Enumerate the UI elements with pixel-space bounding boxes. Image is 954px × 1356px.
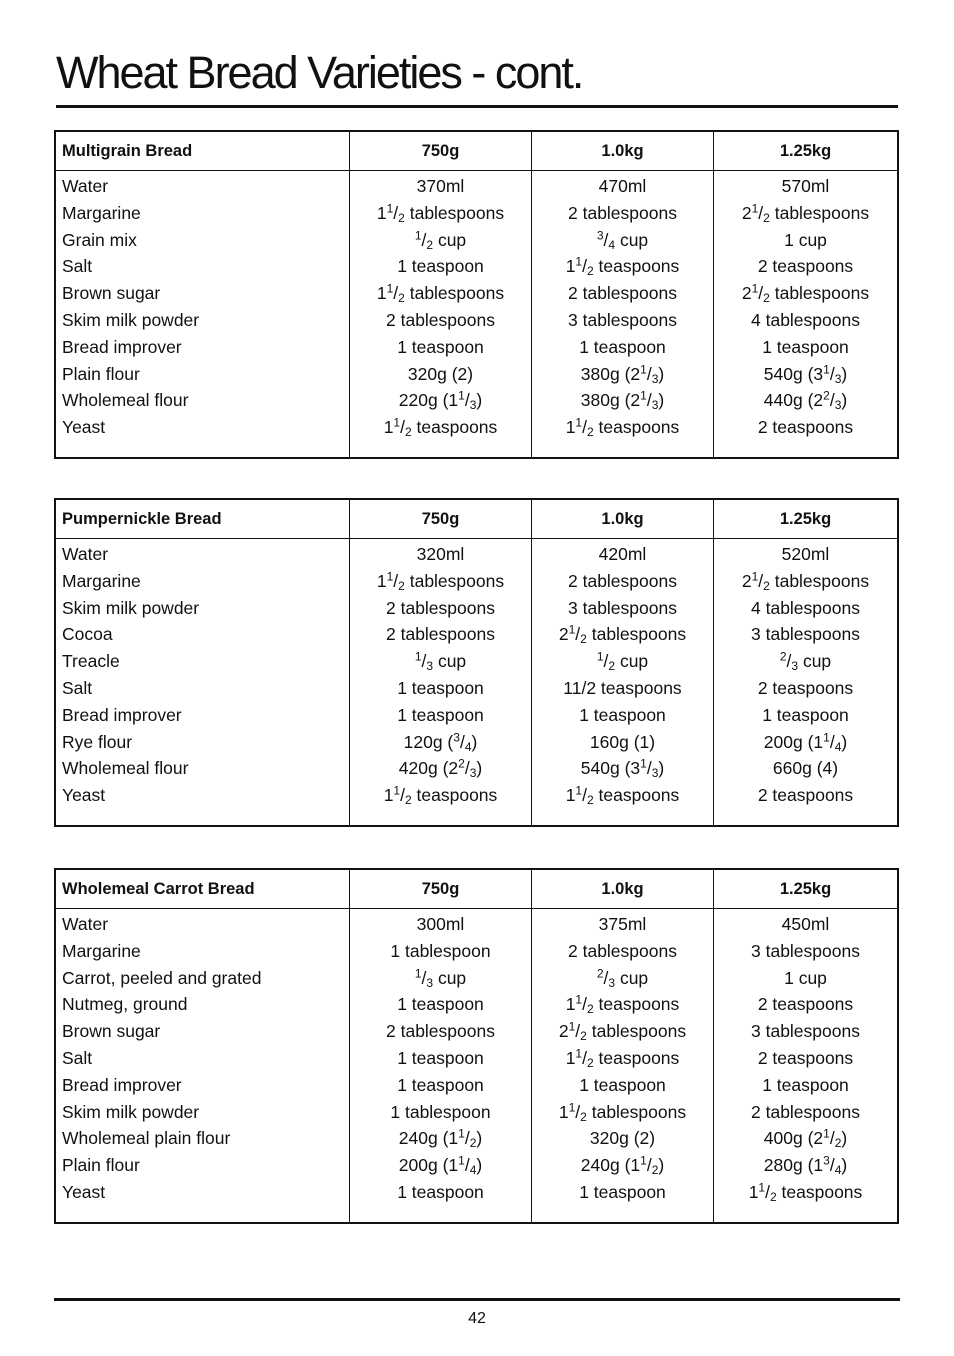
ingredient-column <box>56 171 350 457</box>
quantity-cell: 2 tablespoons <box>568 940 677 961</box>
ingredient-name: Cocoa <box>62 624 113 645</box>
quantity-cell: $2^1/_2$ tablespoons <box>741 281 870 306</box>
quantity-cell: 1 teaspoon <box>397 1074 484 1095</box>
quantity-cell: 400g $(2^1/_2)$ <box>763 1126 848 1151</box>
quantity-cell: 2 teaspoons <box>757 417 854 438</box>
ingredient-name: Salt <box>62 677 93 698</box>
quantity-column <box>532 909 714 1222</box>
ingredient-column <box>56 909 350 1222</box>
ingredient-name: Water <box>62 914 109 934</box>
quantity-cell: 3 tablespoons <box>568 597 677 618</box>
ingredient-name: Skim milk powder <box>62 1101 200 1122</box>
ingredient-name: Grain mix <box>62 229 137 250</box>
quantity-cell: 1 teaspoon <box>762 704 849 725</box>
ingredient-name: Yeast <box>62 1181 106 1202</box>
quantity-cell: 240g $(1^1/_2)$ <box>398 1126 483 1151</box>
quantity-cell: 470ml <box>598 176 647 196</box>
quantity-cell: $^1/_3$ cup <box>414 649 467 674</box>
ingredient-name: Bread improver <box>62 704 182 725</box>
quantity-cell: 220g $(1^1/_3)$ <box>398 388 483 413</box>
quantity-cell: 2 teaspoons <box>757 677 854 698</box>
ingredient-name: Wholemeal flour <box>62 390 189 411</box>
ingredient-name: Water <box>62 544 109 564</box>
quantity-cell: 660g (4) <box>772 758 839 779</box>
quantity-cell: 2 tablespoons <box>568 283 677 304</box>
ingredient-name: Bread improver <box>62 336 182 357</box>
ingredient-name: Salt <box>62 1047 93 1068</box>
ingredient-name: Skim milk powder <box>62 597 200 618</box>
quantity-cell: 11/2 teaspoons <box>563 677 682 698</box>
quantity-cell: 2 tablespoons <box>568 202 677 223</box>
quantity-cell: 540g $(3^1/_3)$ <box>763 361 848 386</box>
quantity-cell: 380g $(2^1/_3)$ <box>580 388 665 413</box>
quantity-cell: 200g $(1^1/_4)$ <box>763 729 848 754</box>
quantity-cell: 1 teaspoon <box>397 1181 484 1202</box>
quantity-column <box>714 539 897 825</box>
quantity-cell: $^2/_3$ cup <box>779 649 832 674</box>
quantity-cell: 1 teaspoon <box>397 994 484 1015</box>
table-body <box>56 171 897 457</box>
quantity-cell: 2 tablespoons <box>386 624 495 645</box>
footer-rule <box>54 1298 900 1301</box>
ingredient-name: Wholemeal plain flour <box>62 1128 231 1149</box>
size-header: 750g <box>350 870 532 908</box>
quantity-cell: $^1/_2$ cup <box>596 649 649 674</box>
table-header <box>56 870 897 909</box>
quantity-cell: $1^1/_2$ teaspoons <box>565 783 680 808</box>
quantity-cell: 300ml <box>416 914 465 934</box>
size-header: 1.25kg <box>779 142 832 160</box>
quantity-cell: 2 tablespoons <box>568 570 677 591</box>
quantity-cell: $^3/_4$ cup <box>596 228 649 252</box>
quantity-cell: 1 teaspoon <box>397 336 484 357</box>
ingredient-name: Skim milk powder <box>62 309 200 330</box>
ingredient-name: Yeast <box>62 417 106 438</box>
quantity-cell: 1 teaspoon <box>397 677 484 698</box>
recipe-table-pumpernickle <box>54 498 899 827</box>
ingredient-name: Margarine <box>62 940 141 961</box>
quantity-cell: $1^1/_2$ tablespoons <box>558 1099 687 1124</box>
quantity-cell: $1^1/_2$ tablespoons <box>376 569 505 593</box>
ingredient-name: Plain flour <box>62 363 140 384</box>
quantity-cell: 450ml <box>781 914 830 934</box>
quantity-cell: 320ml <box>416 544 465 564</box>
ingredient-name: Brown sugar <box>62 1021 161 1042</box>
quantity-cell: 375ml <box>598 914 647 934</box>
recipe-name: Pumpernickle Bread <box>56 500 350 538</box>
quantity-cell: 4 tablespoons <box>751 309 860 330</box>
quantity-cell: 440g $(2^2/_3)$ <box>763 388 848 413</box>
quantity-cell: 2 teaspoons <box>757 994 854 1015</box>
quantity-cell: 1 teaspoon <box>397 256 484 277</box>
size-header: 750g <box>350 132 532 170</box>
quantity-column <box>714 909 897 1222</box>
recipe-table-multigrain <box>54 130 899 459</box>
quantity-cell: 370ml <box>416 176 465 196</box>
ingredient-name: Plain flour <box>62 1155 140 1176</box>
ingredient-name: Wholemeal flour <box>62 758 189 779</box>
page-number: 42 <box>468 1310 486 1327</box>
quantity-cell: $1^1/_2$ tablespoons <box>376 201 505 225</box>
quantity-cell: 2 teaspoons <box>757 785 854 806</box>
table-header <box>56 500 897 539</box>
quantity-cell: 1 cup <box>784 967 827 988</box>
quantity-cell: 4 tablespoons <box>751 597 860 618</box>
quantity-cell: $1^1/_2$ tablespoons <box>376 281 505 306</box>
ingredient-name: Brown sugar <box>62 283 161 304</box>
quantity-column <box>350 539 532 825</box>
quantity-cell: 570ml <box>781 176 830 196</box>
quantity-cell: 1 teaspoon <box>397 704 484 725</box>
ingredient-name: Margarine <box>62 202 141 223</box>
quantity-cell: 2 tablespoons <box>751 1101 860 1122</box>
quantity-cell: $^1/_3$ cup <box>414 966 467 990</box>
page-title: Wheat Bread Varieties - cont. <box>56 47 583 98</box>
quantity-cell: 380g $(2^1/_3)$ <box>580 361 665 386</box>
ingredient-name: Carrot, peeled and grated <box>62 967 262 988</box>
size-header: 1.0kg <box>532 870 714 908</box>
quantity-cell: 420ml <box>598 544 647 564</box>
recipe-name: Wholemeal Carrot Bread <box>56 870 350 908</box>
quantity-cell: 420g $(2^2/_3)$ <box>398 756 483 781</box>
ingredient-name: Yeast <box>62 785 106 806</box>
quantity-cell: 1 teaspoon <box>579 1181 666 1202</box>
quantity-cell: 2 tablespoons <box>386 1021 495 1042</box>
quantity-cell: $^1/_2$ cup <box>414 228 467 252</box>
quantity-cell: 120g $(^3/_4)$ <box>403 729 478 754</box>
quantity-cell: $^2/_3$ cup <box>596 966 649 990</box>
quantity-cell: 320g (2) <box>407 363 474 384</box>
ingredient-name: Salt <box>62 256 93 277</box>
quantity-column <box>532 171 714 457</box>
quantity-cell: $1^1/_2$ teaspoons <box>565 254 680 279</box>
quantity-column <box>350 171 532 457</box>
quantity-cell: 320g (2) <box>589 1128 656 1149</box>
quantity-cell: 1 cup <box>784 229 827 250</box>
quantity-cell: 280g $(1^3/_4)$ <box>763 1153 848 1178</box>
quantity-column <box>714 171 897 457</box>
table-body <box>56 909 897 1222</box>
quantity-cell: 520ml <box>781 544 830 564</box>
size-header: 1.0kg <box>532 132 714 170</box>
quantity-cell: 2 teaspoons <box>757 1047 854 1068</box>
ingredient-name: Water <box>62 176 109 196</box>
title-rule <box>56 105 898 108</box>
quantity-cell: 2 teaspoons <box>757 256 854 277</box>
quantity-cell: $1^1/_2$ teaspoons <box>383 415 498 440</box>
quantity-cell: $1^1/_2$ teaspoons <box>565 992 680 1017</box>
quantity-cell: $2^1/_2$ tablespoons <box>558 1019 687 1044</box>
recipe-name: Multigrain Bread <box>56 132 350 170</box>
quantity-column <box>350 909 532 1222</box>
recipe-table-wholemeal-carrot <box>54 868 899 1224</box>
ingredient-name: Bread improver <box>62 1074 182 1095</box>
ingredient-column <box>56 539 350 825</box>
quantity-cell: 3 tablespoons <box>751 624 860 645</box>
quantity-cell: 2 tablespoons <box>386 597 495 618</box>
quantity-cell: 1 tablespoon <box>390 1101 491 1122</box>
quantity-cell: 540g $(3^1/_3)$ <box>580 756 665 781</box>
quantity-cell: 1 teaspoon <box>762 336 849 357</box>
quantity-cell: 3 tablespoons <box>568 309 677 330</box>
quantity-cell: 1 teaspoon <box>762 1074 849 1095</box>
quantity-cell: $2^1/_2$ tablespoons <box>558 622 687 647</box>
size-header: 750g <box>350 500 532 538</box>
table-header <box>56 132 897 171</box>
ingredient-name: Treacle <box>62 651 120 672</box>
quantity-cell: 3 tablespoons <box>751 1021 860 1042</box>
quantity-cell: 240g $(1^1/_2)$ <box>580 1153 665 1178</box>
quantity-cell: 1 teaspoon <box>579 336 666 357</box>
quantity-cell: $1^1/_2$ teaspoons <box>565 415 680 440</box>
quantity-cell: $1^1/_2$ teaspoons <box>748 1180 863 1204</box>
quantity-cell: 1 teaspoon <box>579 1074 666 1095</box>
quantity-cell: 3 tablespoons <box>751 940 860 961</box>
quantity-cell: 2 tablespoons <box>386 309 495 330</box>
quantity-cell: 1 teaspoon <box>397 1047 484 1068</box>
quantity-cell: 160g (1) <box>589 731 656 752</box>
quantity-cell: $1^1/_2$ teaspoons <box>383 783 498 808</box>
ingredient-name: Margarine <box>62 570 141 591</box>
ingredient-name: Nutmeg, ground <box>62 994 188 1015</box>
quantity-column <box>532 539 714 825</box>
quantity-cell: 1 teaspoon <box>579 704 666 725</box>
size-header: 1.0kg <box>532 500 714 538</box>
table-body <box>56 539 897 825</box>
size-header: 1.25kg <box>779 880 832 898</box>
quantity-cell: 1 tablespoon <box>390 940 491 961</box>
ingredient-name: Rye flour <box>62 731 133 752</box>
size-header: 1.25kg <box>779 510 832 528</box>
quantity-cell: 200g $(1^1/_4)$ <box>398 1153 483 1178</box>
quantity-cell: $2^1/_2$ tablespoons <box>741 201 870 225</box>
quantity-cell: $2^1/_2$ tablespoons <box>741 569 870 593</box>
quantity-cell: $1^1/_2$ teaspoons <box>565 1046 680 1070</box>
